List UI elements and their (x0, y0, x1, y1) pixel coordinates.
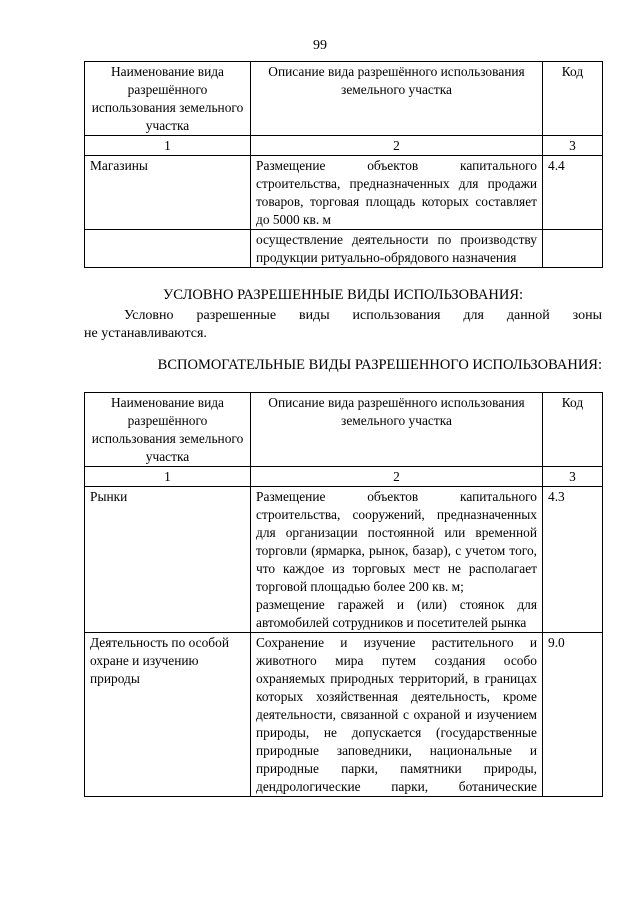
auxiliary-uses-heading: ВСПОМОГАТЕЛЬНЫЕ ВИДЫ РАЗРЕШЕННОГО ИСПОЛЬЗОВАНИЯ: (157, 357, 602, 373)
use-name: Деятельность по особой охране и изучению природы (85, 633, 251, 797)
use-code: 4.4 (543, 156, 603, 230)
column-numbering-row (85, 467, 603, 487)
table-header-row (85, 62, 603, 136)
description-part: размещение гаражей и (или) стоянок для автомобилей сотрудников и посетителей рынка (256, 597, 537, 630)
auxiliary-uses-table (84, 392, 603, 797)
header-description: Описание вида разрешённого использования земельного участка (251, 393, 543, 467)
use-code (543, 230, 603, 268)
column-number: 3 (543, 467, 603, 487)
use-code: 9.0 (543, 633, 603, 797)
use-description: Размещение объектов капитального строительства, предназначенных для продажи товаров, торговая площадь которых составляет до 5000 кв. м (251, 156, 543, 230)
column-number: 1 (85, 467, 251, 487)
column-number: 2 (251, 136, 543, 156)
use-name (85, 230, 251, 268)
table-row (85, 487, 603, 633)
conditional-uses-line: не устанавливаются. (84, 326, 207, 341)
use-description (251, 487, 543, 633)
conditional-uses-line: Условно разрешенные виды использования для данной зоны (124, 308, 602, 323)
column-number: 1 (85, 136, 251, 156)
header-code: Код (543, 393, 603, 467)
use-description: Сохранение и изучение растительного и животного мира путем создания особо охраняемых природных территорий, в границах которых хозяйственная деятельность, кроме деятельности, связанной с охраной и изучением природы, не допускается (государственные природные заповедники, национальные и природные парки, памятники природы, дендрологические парки, ботанические (251, 633, 543, 797)
column-number: 2 (251, 467, 543, 487)
page-number: 99 (313, 38, 327, 53)
header-code: Код (543, 62, 603, 136)
table-header-row (85, 393, 603, 467)
use-description: осуществление деятельности по производству продукции ритуально-обрядового назначения (251, 230, 543, 268)
header-name: Наименование вида разрешённого использования земельного участка (85, 62, 251, 136)
description-part: Размещение объектов капитального строительства, сооружений, предназначенных для организации постоянной или временной торговли (ярмарка, рынок, базар), с учетом того, что каждое из торговых мест не располагает торговой площадью более 200 кв. м; (256, 489, 537, 594)
column-numbering-row (85, 136, 603, 156)
table-row (85, 633, 603, 797)
header-name: Наименование вида разрешённого использования земельного участка (85, 393, 251, 467)
column-number: 3 (543, 136, 603, 156)
header-description: Описание вида разрешённого использования земельного участка (251, 62, 543, 136)
use-name: Магазины (85, 156, 251, 230)
conditional-uses-text (84, 307, 602, 343)
table-row (85, 156, 603, 230)
permitted-uses-table (84, 61, 603, 268)
conditional-uses-heading: УСЛОВНО РАЗРЕШЕННЫЕ ВИДЫ ИСПОЛЬЗОВАНИЯ: (162, 287, 524, 303)
use-code: 4.3 (543, 487, 603, 633)
use-name: Рынки (85, 487, 251, 633)
table-row (85, 230, 603, 268)
